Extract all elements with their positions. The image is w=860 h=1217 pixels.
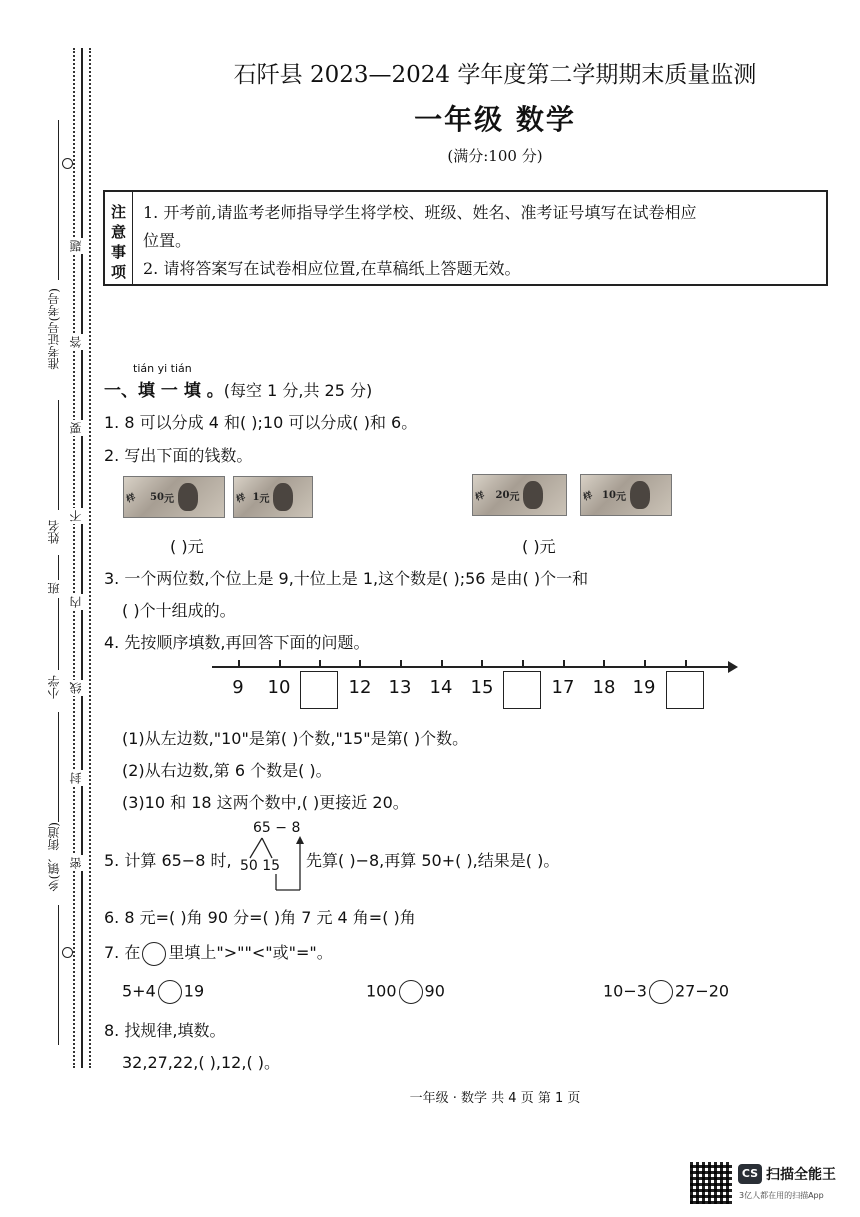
section-points: (每空 1 分,共 25 分) [223,381,373,400]
school-label: 小学 [47,675,61,699]
number-label: 10 [267,677,291,698]
notice-tag-char: 事 [110,243,126,261]
field-underline [58,905,59,1045]
question-8: 8. 找规律,填数。 [104,1021,226,1040]
number-blank-box[interactable] [503,671,541,709]
number-label: 18 [592,677,616,698]
seal-char: 题 [69,240,83,252]
field-underline [58,400,59,510]
note-unit: 元 [259,493,270,505]
answer-blank-left[interactable]: ( )元 [170,537,204,556]
banknote-20-icon [472,474,567,516]
question-8-sequence: 32,27,22,( ),12,( )。 [122,1053,281,1072]
compare-left: 5+4 [122,981,156,1001]
dotted-cut-line [73,48,75,1068]
banknote-1-icon [233,476,313,518]
notice-tag [105,192,133,284]
sample-mark: 样 [125,492,137,506]
question-3: 3. 一个两位数,个位上是 9,十位上是 1,这个数是( );56 是由( )个一和 [104,569,589,588]
field-underline [58,555,59,580]
field-underline [58,712,59,822]
question-4-3: (3)10 和 18 这两个数中,( )更接近 20。 [122,793,409,812]
compare-left: 100 [366,981,397,1001]
question-3-cont: ( )个十组成的。 [122,601,236,620]
scanner-tagline: 3亿人都在用的扫描App [739,1191,824,1200]
tick [359,660,361,668]
note-value: 10 [602,489,616,501]
tick [481,660,483,668]
tick [603,660,605,668]
dotted-inner-line [89,48,91,1068]
arrow-up-icon [296,836,304,844]
banknote-10-icon [580,474,672,516]
township-label: 乡(镇、街道) [47,822,61,892]
exam-subtitle: 一年级 数学 [414,103,576,136]
tick [644,660,646,668]
number-blank-box[interactable] [300,671,338,709]
note-unit: 元 [509,491,520,503]
compare-item-1 [122,980,204,1004]
compare-circle[interactable] [649,980,673,1004]
tick [685,660,687,668]
split-line-left [250,838,262,858]
number-blank-box[interactable] [666,671,704,709]
notice-tag-char: 注 [110,203,126,221]
full-score: (满分:100 分) [447,147,543,165]
notice-line-2: 2. 请将答案写在试卷相应位置,在草稿纸上答题无效。 [143,259,521,278]
compare-right: 90 [424,981,445,1001]
section-title-text: 一、填 一 填 。 [104,381,224,401]
seal-char: 密 [69,857,83,869]
field-underline [58,120,59,280]
split-line-right [262,838,272,858]
question-5-rest: 先算( )−8,再算 50+( ),结果是( )。 [306,851,560,870]
exam-id-label: 准考证号(考号) [47,288,61,370]
seal-char: 内 [69,596,83,608]
tick [563,660,565,668]
compare-circle[interactable] [158,980,182,1004]
sample-mark: 样 [582,490,594,504]
exam-title: 石阡县 2023—2024 学年度第二学期期末质量监测 [233,62,757,88]
number-label: 19 [632,677,656,698]
number-label: 14 [429,677,453,698]
tick [319,660,321,668]
number-label: 13 [388,677,412,698]
binding-hole-icon [62,158,73,169]
compare-circle[interactable] [399,980,423,1004]
number-label: 12 [348,677,372,698]
notice-line-1: 1. 开考前,请监考老师指导学生将学校、班级、姓名、准考证号填写在试卷相应 [143,203,697,222]
sample-mark: 样 [474,490,486,504]
question-4-1: (1)从左边数,"10"是第( )个数,"15"是第( )个数。 [122,729,469,748]
number-label: 15 [470,677,494,698]
binding-hole-icon [62,947,73,958]
student-name-label: 姓名 [47,520,61,544]
note-unit: 元 [163,493,174,505]
question-4: 4. 先按顺序填数,再回答下面的问题。 [104,633,370,652]
question-4-2: (2)从右边数,第 6 个数是( )。 [122,761,332,780]
note-value: 20 [495,489,510,501]
seal-char: 封 [69,772,83,784]
question-1: 1. 8 可以分成 4 和( );10 可以分成( )和 6。 [104,413,418,432]
field-underline [58,598,59,670]
number-label: 9 [232,677,244,698]
compare-item-2 [366,980,445,1004]
notice-box [103,190,828,286]
notice-line-1-cont: 位置。 [143,231,192,250]
question-2: 2. 写出下面的钱数。 [104,446,253,465]
number-label: 17 [551,677,575,698]
sample-mark: 样 [235,492,247,506]
scanner-name: 扫描全能王 [766,1167,836,1183]
compare-item-3 [603,980,729,1004]
question-5-label: 5. 计算 65−8 时, [104,851,232,870]
tick [238,660,240,668]
seal-char: 线 [69,682,83,694]
compare-left: 10−3 [603,981,647,1001]
banknote-50-icon [123,476,225,518]
q5-expression: 65 − 8 [253,820,301,836]
q7-suffix: 里填上">""<"或"="。 [168,943,333,962]
notice-tag-char: 意 [110,223,126,241]
portrait-icon [273,483,293,511]
q7-prefix: 7. 在 [104,943,141,962]
tick [522,660,524,668]
seal-char: 答 [69,336,83,348]
seal-char: 要 [69,422,83,434]
notice-tag-text [105,202,132,282]
tick [441,660,443,668]
tick [400,660,402,668]
question-7 [104,940,333,966]
question-6: 6. 8 元=( )角 90 分=( )角 7 元 4 角=( )角 [104,908,416,927]
compare-right: 19 [183,981,205,1001]
solid-border-line [81,48,83,1068]
page-footer: 一年级 · 数学 共 4 页 第 1 页 [409,1091,581,1106]
number-line-axis [212,666,730,668]
circle-icon [142,942,166,966]
compare-right: 27−20 [674,981,730,1001]
arrow-right-icon [728,661,738,673]
qr-code-icon [690,1162,732,1204]
portrait-icon [178,483,198,511]
seal-char: 不 [69,510,83,522]
portrait-icon [523,481,543,509]
tick [279,660,281,668]
section-title [104,376,372,401]
portrait-icon [630,481,650,509]
note-value: 50 [150,491,164,503]
class-label: 班 [47,582,61,594]
note-value: 1 [252,491,260,503]
notice-tag-char: 项 [110,263,126,281]
q5-split-numbers: 50 15 [240,858,281,874]
note-unit: 元 [615,491,626,503]
answer-blank-right[interactable]: ( )元 [522,537,556,556]
section-pinyin: tián yi tián [133,362,192,375]
scanner-logo: CS [738,1164,762,1184]
